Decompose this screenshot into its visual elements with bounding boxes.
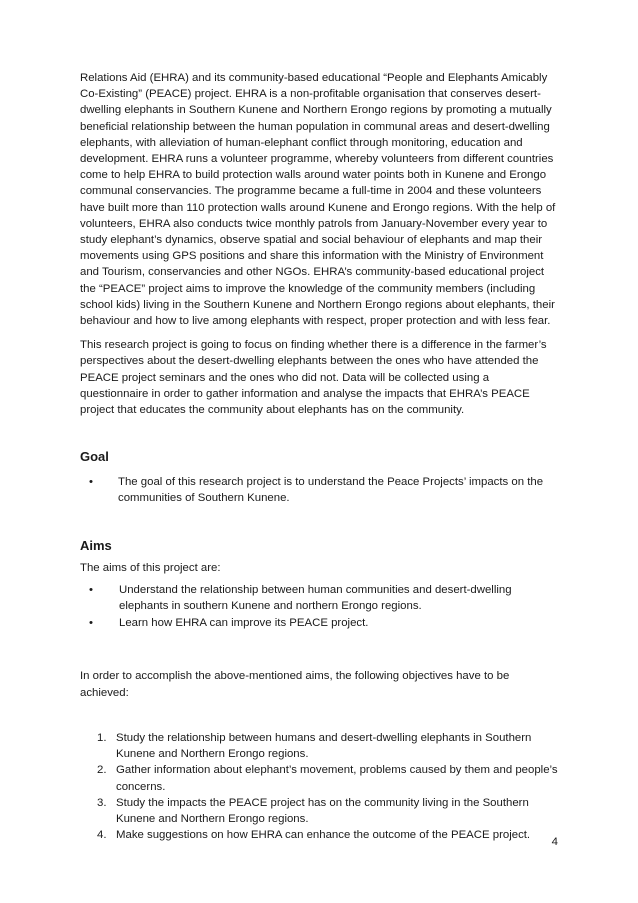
- bullet-mark: •: [89, 583, 93, 596]
- aims-item-text: Understand the relationship between human communities and desert-dwelling elephants in southern Kunene and northern Erongo regions.: [119, 583, 512, 613]
- aims-item-text: Learn how EHRA can improve its PEACE project.: [119, 617, 369, 630]
- aims-list: [80, 582, 558, 632]
- bullet-mark: •: [89, 476, 93, 489]
- aims-intro: The aims of this project are:: [80, 561, 221, 574]
- objective-number: 4.: [97, 829, 107, 842]
- body-paragraph-1: Relations Aid (EHRA) and its community-based educational “People and Elephants Amicably Co-Existing” (PEACE) project. EHRA is a non-profitable organisation that conserves desert-dwelling elephants in Southern Kunene and Northern Erongo regions by promoting a mutually beneficial relationship between the human population in communal areas and desert-dwelling elephants, with alleviation of human-elephant conflict through monitoring, education and development. EHRA runs a volunteer programme, whereby volunteers from different countries come to help EHRA to build protection walls around water points both in Kunene and Erongo communal conservancies. The programme became a full-time in 2004 and these volunteers have built more than 110 protection walls around Kunene and Erongo regions. With the help of volunteers, EHRA also conducts twice monthly patrols from January-November every year to study elephant’s dynamics, observe spatial and social behaviour of elephants and map their movements using GPS positions and share this information with the Ministry of Environment and Tourism, conservancies and other NGOs. EHRA’s community-based educational project the “PEACE” project aims to improve the knowledge of the community members (including school kids) living in the Southern Kunene and Northern Erongo regions about elephants, their behaviour and how to live among elephants with respect, proper protection and with less fear.: [80, 72, 556, 328]
- objectives-intro: In order to accomplish the above-mentioned aims, the following objectives have to be achieved:: [80, 670, 510, 699]
- objectives-list: [80, 730, 558, 843]
- objective-text: Make suggestions on how EHRA can enhance the outcome of the PEACE project.: [116, 829, 531, 842]
- objective-text: Gather information about elephant’s movement, problems caused by them and people’s concerns.: [116, 764, 558, 793]
- page-number: 4: [551, 836, 558, 848]
- goal-heading: Goal: [80, 449, 109, 465]
- goal-item-text: The goal of this research project is to understand the Peace Projects’ impacts on the communities of Southern Kunene.: [118, 476, 544, 505]
- objective-item: [80, 762, 558, 794]
- objective-number: 1.: [97, 731, 107, 744]
- objective-item: [80, 730, 558, 762]
- objective-text: Study the relationship between humans and desert-dwelling elephants in Southern Kunene and Northern Erongo regions.: [116, 731, 532, 761]
- body-paragraph-2: This research project is going to focus on finding whether there is a difference in the farmer’s perspectives about the desert-dwelling elephants between the ones who have attended the PEACE project seminars and the ones who did not. Data will be collected using a questionnaire in order to gather information and analyse the impacts that EHRA’s PEACE project that educates the community about elephants has on the community.: [80, 339, 547, 417]
- aims-heading: Aims: [80, 537, 112, 553]
- goal-item: [80, 474, 558, 506]
- aims-item: [80, 582, 558, 614]
- objective-item: [80, 827, 558, 843]
- objective-text: Study the impacts the PEACE project has on the community living in the Southern Kunene and Northern Erongo regions.: [116, 796, 529, 825]
- objective-number: 2.: [97, 764, 107, 777]
- bullet-mark: •: [89, 617, 93, 630]
- aims-item: [80, 615, 558, 631]
- objective-item: [80, 795, 558, 827]
- document-page: [80, 70, 558, 843]
- goal-list: [80, 474, 558, 506]
- objective-number: 3.: [97, 796, 107, 809]
